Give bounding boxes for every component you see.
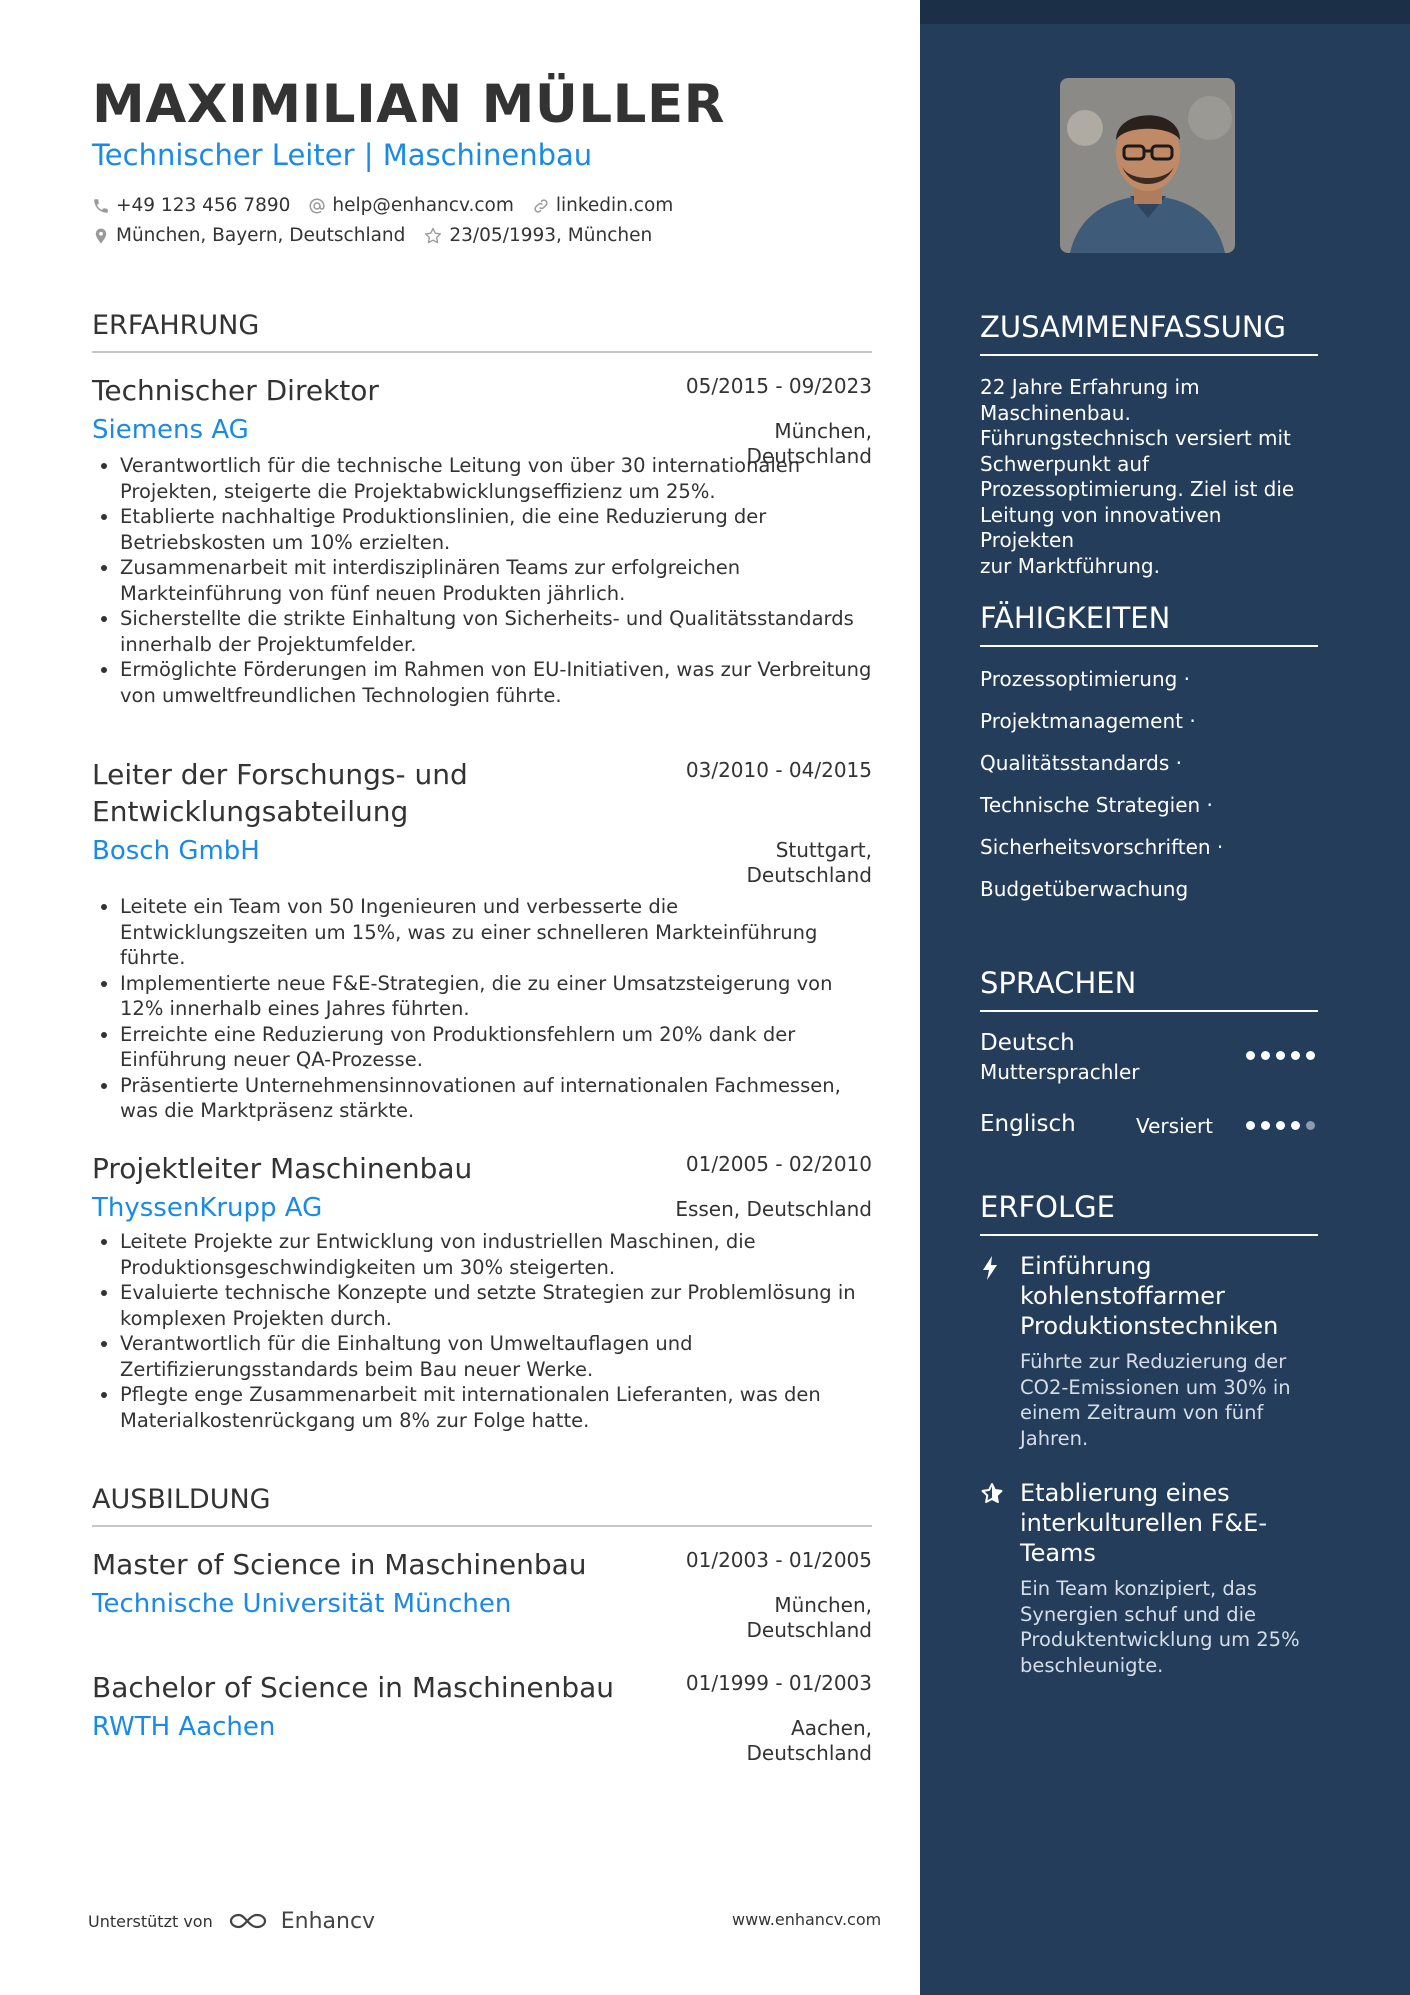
- experience-section-title: ERFAHRUNG: [92, 310, 872, 353]
- achievement-title: Einführung kohlenstoffarmer Produktionstechniken: [1020, 1252, 1279, 1340]
- job-location-line: Essen, Deutschland: [675, 1197, 872, 1221]
- summary-line: Führungstechnisch versiert mit: [980, 426, 1291, 450]
- education-location-line: Aachen,: [791, 1716, 872, 1740]
- bullet-item: • Zusammenarbeit mit interdisziplinären Teams zur erfolgreichen Markteinführung von fünf neuen Produkten jährlich.: [120, 555, 872, 606]
- rating-dot: [1291, 1051, 1300, 1060]
- education-date: 01/1999 - 01/2003: [685, 1671, 872, 1695]
- education-location-line: Deutschland: [746, 1741, 872, 1765]
- skills-section-title: FÄHIGKEITEN: [980, 601, 1318, 647]
- job-bullets: [92, 894, 872, 1124]
- star-outline-icon: [423, 226, 443, 246]
- bullet-item: • Ermöglichte Förderungen im Rahmen von EU-Initiativen, was zur Verbreitung von umweltfreundlichen Technologien führte.: [120, 657, 872, 708]
- summary-line: Schwerpunkt auf: [980, 451, 1150, 476]
- achievements-section-title: ERFOLGE: [980, 1190, 1318, 1236]
- job-location: [747, 419, 873, 469]
- company-name[interactable]: ThyssenKrupp AG: [92, 1193, 323, 1223]
- location-pin-icon: [92, 227, 110, 245]
- bullet-item: • Etablierte nachhaltige Produktionslinien, die eine Reduzierung der Betriebskosten um 10% erzielten.: [120, 504, 872, 555]
- candidate-name: MAXIMILIAN MÜLLER: [92, 74, 725, 135]
- bullet-item: • Implementierte neue F&E-Strategien, die zu einer Umsatzsteigerung von 12% innerhalb eines Jahres führten.: [120, 971, 872, 1022]
- achievement-title: Etablierung eines interkulturellen F&E-Teams: [1020, 1479, 1267, 1567]
- summary-line: Leitung von innovativen Projekten: [980, 502, 1222, 552]
- rating-dot: [1261, 1051, 1270, 1060]
- rating-dot: [1246, 1051, 1255, 1060]
- brand-text: Enhancv: [280, 1908, 376, 1934]
- education-location: [747, 1593, 873, 1643]
- bullet-item: • Erreichte eine Reduzierung von Produktionsfehlern um 20% dank der Einführung neuer QA-Prozesse.: [120, 1022, 872, 1073]
- rating-dot: [1276, 1121, 1285, 1130]
- skill-label: Technische Strategien: [980, 793, 1201, 817]
- job-title: Leiter der Forschungs- und Entwicklungsabteilung: [92, 758, 468, 828]
- enhancv-logo-icon: [225, 1908, 275, 1934]
- achievement-description: Ein Team konzipiert, das Synergien schuf und die Produktentwicklung um 25% beschleunigte.: [1020, 1577, 1300, 1677]
- degree-title: Bachelor of Science in Maschinenbau: [92, 1671, 615, 1704]
- language-name: Deutsch: [980, 1030, 1075, 1056]
- bullet-item: • Verantwortlich für die Einhaltung von Umweltauflagen und Zertifizierungsstandards beim Bau neuer Werke.: [120, 1331, 872, 1382]
- rating-dot: [1306, 1051, 1315, 1060]
- bullet-item: • Sicherstellte die strikte Einhaltung von Sicherheits- und Qualitätsstandards innerhalb der Projektumfelder.: [120, 606, 872, 657]
- skill-item: Prozessoptimierung ·: [980, 667, 1191, 691]
- bullet-item: • Präsentierte Unternehmensinnovationen auf internationalen Fachmessen, was die Marktpräsenz stärkte.: [120, 1073, 872, 1124]
- rating-dot: [1261, 1121, 1270, 1130]
- achievement-item: [980, 1251, 1320, 1451]
- school-name[interactable]: Technische Universität München: [92, 1589, 512, 1619]
- job-location-line: Stuttgart,: [775, 838, 872, 862]
- summary-line: 22 Jahre Erfahrung im: [980, 375, 1200, 399]
- education-date: 01/2003 - 01/2005: [685, 1548, 872, 1572]
- bullet-item: • Evaluierte technische Konzepte und setzte Strategien zur Problemlösung in komplexen Projekten durch.: [120, 1280, 872, 1331]
- school-name[interactable]: RWTH Aachen: [92, 1712, 276, 1742]
- email-text: help@enhancv.com: [332, 195, 514, 216]
- skill-item: Technische Strategien ·: [980, 793, 1213, 817]
- job-location-line: Deutschland: [746, 444, 872, 468]
- sidebar-top-band: [920, 0, 1410, 24]
- job-title: Technischer Direktor: [92, 374, 379, 407]
- linkedin-text: linkedin.com: [555, 195, 674, 216]
- contact-birth: [423, 225, 652, 246]
- languages-section-title: SPRACHEN: [980, 966, 1318, 1012]
- contact-location: [92, 225, 405, 246]
- job-bullets: [92, 1229, 872, 1433]
- contact-email[interactable]: [308, 195, 513, 216]
- achievement-item: [980, 1478, 1320, 1678]
- education-entry: [92, 1546, 872, 1642]
- education-location-line: Deutschland: [746, 1618, 872, 1642]
- skill-label: Sicherheitsvorschriften: [980, 835, 1211, 859]
- skill-item: Qualitätsstandards ·: [980, 751, 1182, 775]
- summary-line: Maschinenbau.: [980, 400, 1131, 425]
- portrait-image: [1060, 78, 1235, 253]
- bullet-item: • Pflegte enge Zusammenarbeit mit internationalen Lieferanten, was den Materialkostenrückgang um 8% zur Folge hatte.: [120, 1382, 872, 1433]
- profile-photo: [1060, 78, 1235, 253]
- summary-line: Prozessoptimierung. Ziel ist die: [980, 477, 1295, 501]
- at-icon: [308, 197, 326, 215]
- rating-dot: [1306, 1121, 1315, 1130]
- job-date: 03/2010 - 04/2015: [685, 758, 872, 782]
- skill-label: Qualitätsstandards: [980, 751, 1170, 775]
- job-date: 05/2015 - 09/2023: [685, 374, 872, 398]
- job-location: [675, 1197, 872, 1222]
- footer-powered-by: [88, 1908, 375, 1934]
- skill-item: [980, 877, 1188, 901]
- location-text: München, Bayern, Deutschland: [116, 225, 406, 246]
- language-level: Muttersprachler: [980, 1060, 1140, 1084]
- bullet-item: • Leitete ein Team von 50 Ingenieuren und verbesserte die Entwicklungszeiten um 15%, was zu einer schnelleren Markteinführung führte.: [120, 894, 872, 971]
- skill-item: Sicherheitsvorschriften ·: [980, 835, 1224, 859]
- link-icon: [532, 197, 550, 215]
- skill-label: Projektmanagement: [980, 709, 1183, 733]
- summary-line: zur Marktführung.: [980, 553, 1160, 578]
- skill-item: Projektmanagement ·: [980, 709, 1196, 733]
- summary-text: [980, 375, 1320, 579]
- education-location-line: München,: [774, 1593, 872, 1617]
- summary-section-title: ZUSAMMENFASSUNG: [980, 310, 1318, 356]
- job-date: 01/2005 - 02/2010: [685, 1152, 872, 1176]
- education-section-title: AUSBILDUNG: [92, 1484, 872, 1527]
- job-bullets: [92, 453, 872, 708]
- job-location-line: Deutschland: [746, 863, 872, 887]
- language-rating: [1246, 1051, 1321, 1060]
- contact-linkedin[interactable]: [532, 195, 673, 216]
- job-location-line: München,: [774, 419, 872, 443]
- powered-by-text: Unterstützt von: [88, 1911, 213, 1931]
- education-location: [747, 1716, 873, 1766]
- company-name[interactable]: Bosch GmbH: [92, 836, 260, 866]
- job-location: [747, 838, 873, 888]
- rating-dot: [1276, 1051, 1285, 1060]
- achievement-description: Führte zur Reduzierung der CO2-Emissionen um 30% in einem Zeitraum von fünf Jahren.: [1020, 1350, 1291, 1450]
- company-name[interactable]: Siemens AG: [92, 415, 249, 445]
- language-level: Versiert: [1136, 1114, 1214, 1138]
- contact-phone[interactable]: [92, 195, 290, 216]
- language-name: Englisch: [980, 1111, 1076, 1137]
- skill-label: Budgetüberwachung: [980, 877, 1189, 901]
- phone-text: +49 123 456 7890: [116, 195, 291, 216]
- rating-dot: [1246, 1121, 1255, 1130]
- bullet-item: • Verantwortlich für die technische Leitung von über 30 internationalen Projekten, steigerte die Projektabwicklungseffizienz um 25%.: [120, 453, 872, 504]
- candidate-role: Technischer Leiter | Maschinenbau: [92, 138, 593, 172]
- contact-row-2: [92, 225, 670, 246]
- footer-url[interactable]: www.enhancv.com: [732, 1910, 882, 1929]
- language-rating: [1246, 1121, 1321, 1130]
- star-icon: [980, 1482, 1004, 1506]
- bolt-icon: [980, 1255, 1000, 1281]
- contact-row-1: [92, 195, 691, 216]
- degree-title: Master of Science in Maschinenbau: [92, 1548, 587, 1581]
- job-title: Projektleiter Maschinenbau: [92, 1152, 473, 1185]
- skill-label: Prozessoptimierung: [980, 667, 1178, 691]
- bullet-item: • Leitete Projekte zur Entwicklung von industriellen Maschinen, die Produktionsgeschwindigkeiten um 30% steigerten.: [120, 1229, 872, 1280]
- education-entry: [92, 1669, 872, 1765]
- phone-icon: [92, 197, 110, 215]
- rating-dot: [1291, 1121, 1300, 1130]
- job-entry: [92, 1150, 872, 1433]
- birth-text: 23/05/1993, München: [449, 225, 653, 246]
- job-entry: [92, 372, 872, 708]
- job-entry: [92, 756, 872, 1124]
